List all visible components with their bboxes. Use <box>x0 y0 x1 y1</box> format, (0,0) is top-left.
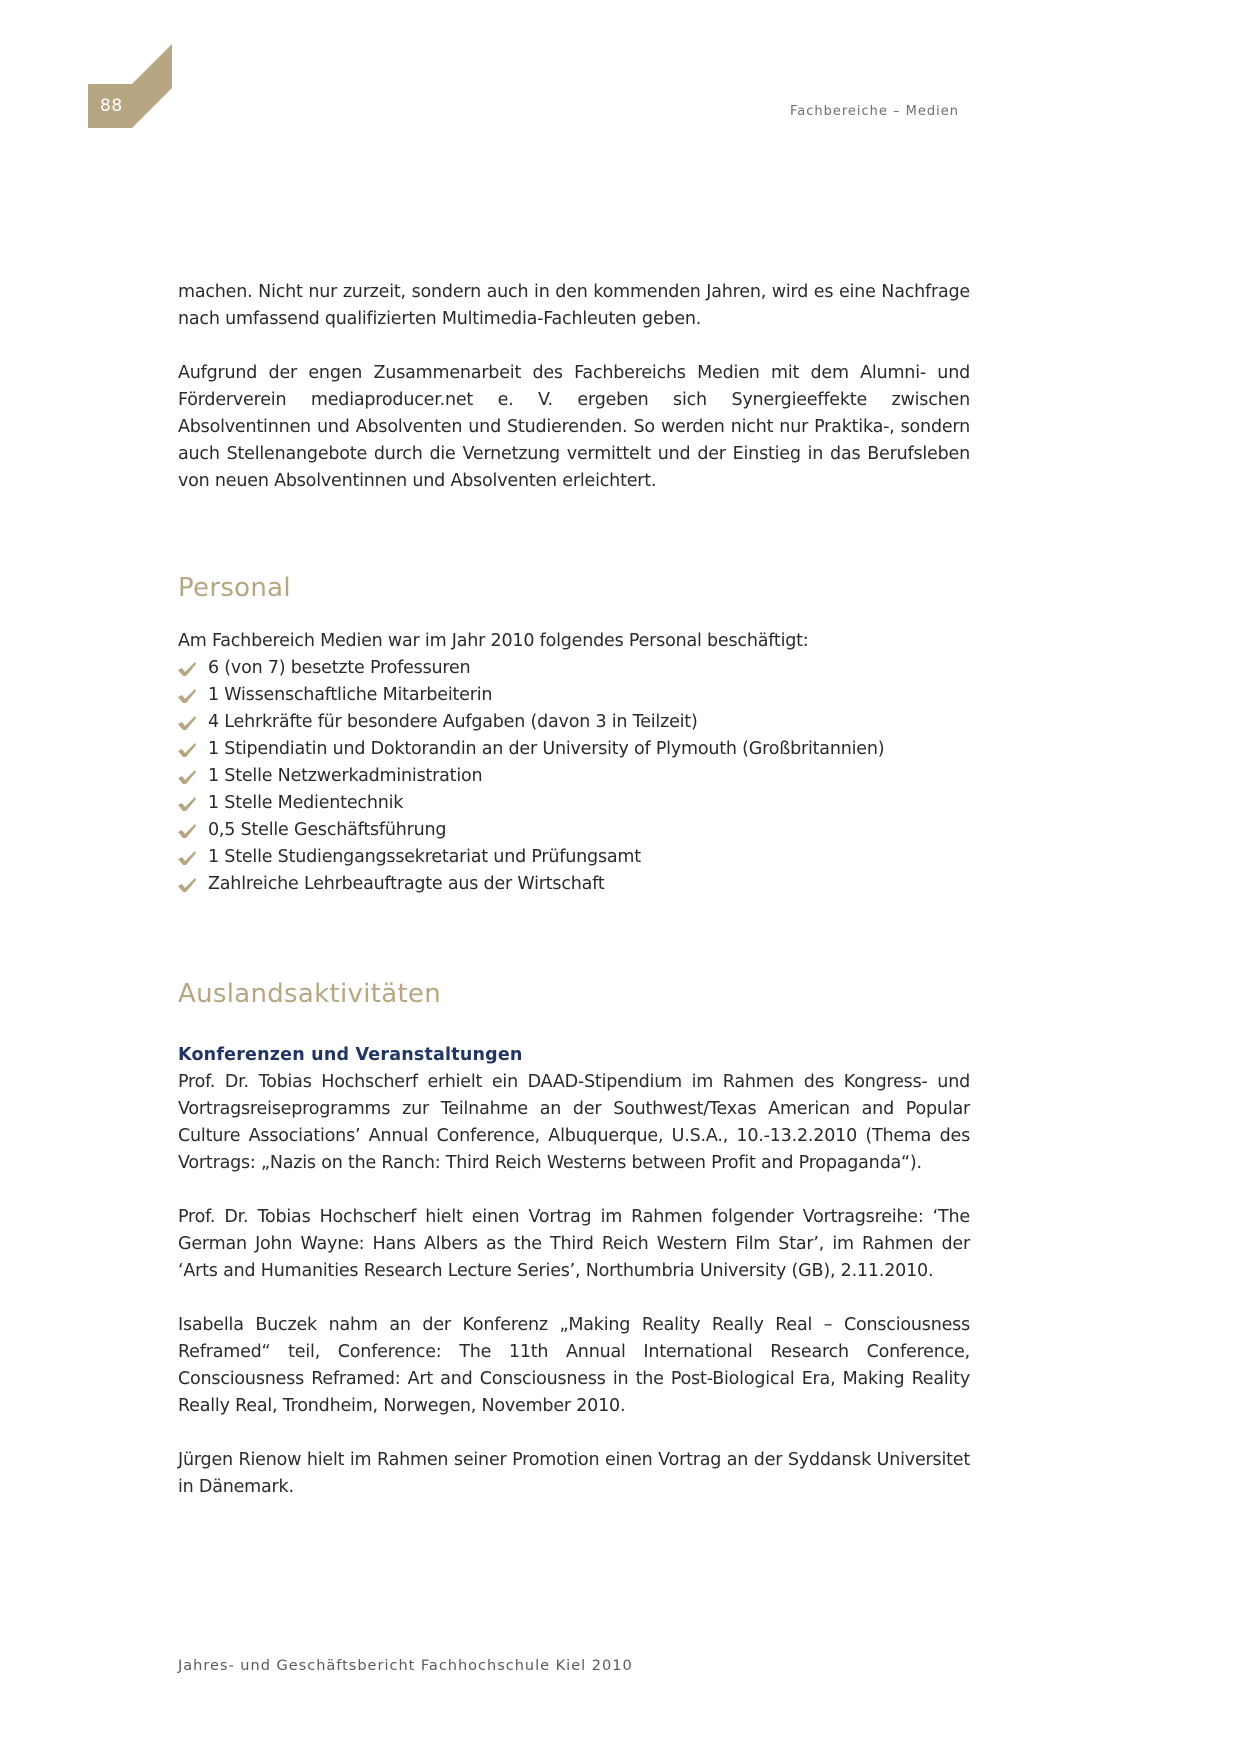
section-heading-personal: Personal <box>178 573 291 603</box>
page-footer: Jahres- und Geschäftsbericht Fachhochschule Kiel 2010 <box>178 1658 633 1674</box>
staff-list-item-label: 1 Stelle Medientechnik <box>208 793 404 813</box>
page-number: 88 <box>100 96 123 116</box>
staff-list-item-label: 0,5 Stelle Geschäftsführung <box>208 820 447 840</box>
body-paragraph: machen. Nicht nur zurzeit, sondern auch in den kommenden Jahren, wird es eine Nachfrage nach umfassend qualifizierten Multimedia-Fachleuten geben. <box>178 282 970 329</box>
check-icon <box>178 743 196 757</box>
staff-list-item <box>178 736 970 763</box>
check-icon <box>178 797 196 811</box>
staff-list-item <box>178 709 970 736</box>
staff-list-item-label: 1 Wissenschaftliche Mitarbeiterin <box>208 685 493 705</box>
staff-list-item <box>178 844 970 871</box>
check-icon <box>178 878 196 892</box>
running-header: Fachbereiche – Medien <box>789 104 959 119</box>
staff-list-item-label: 1 Stelle Netzwerkadministration <box>208 766 483 786</box>
staff-list <box>178 655 970 898</box>
section-heading-auslandsaktivitaeten: Auslandsaktivitäten <box>178 979 442 1009</box>
staff-list-item <box>178 682 970 709</box>
main-content <box>178 279 970 1501</box>
staff-list-item <box>178 790 970 817</box>
check-icon <box>178 716 196 730</box>
staff-list-item <box>178 655 970 682</box>
subheading-konferenzen: Konferenzen und Veranstaltungen <box>178 1045 523 1065</box>
staff-list-item <box>178 763 970 790</box>
body-paragraph: Isabella Buczek nahm an der Konferenz „Making Reality Really Real – Consciousness Reframed“ teil, Conference: The 11th Annual International Research Conference, Consciousness Reframed: Art and Consciousness in the Post-Biological Era, Making Reality Really Real, Trondheim, Norwegen, November 2010. <box>178 1315 970 1416</box>
staff-list-item-label: 1 Stelle Studiengangssekretariat und Prüfungsamt <box>208 847 641 867</box>
check-icon <box>178 689 196 703</box>
staff-list-item-label: 4 Lehrkräfte für besondere Aufgaben (davon 3 in Teilzeit) <box>208 712 698 732</box>
body-paragraph: Aufgrund der engen Zusammenarbeit des Fachbereichs Medien mit dem Alumni- und Förderverein mediaproducer.net e. V. ergeben sich Synergieeffekte zwischen Absolventinnen und Absolventen und Studierenden. So werden nicht nur Praktika-, sondern auch Stellenangebote durch die Vernetzung vermittelt und der Einstieg in das Berufsleben von neuen Absolventinnen und Absolventen erleichtert. <box>178 363 970 491</box>
body-paragraph: Prof. Dr. Tobias Hochscherf hielt einen Vortrag im Rahmen folgender Vortragsreihe: ‘The German John Wayne: Hans Albers as the Third Reich Western Film Star’, im Rahmen der ‘Arts and Humanities Research Lecture Series’, Northumbria University (GB), 2.11.2010. <box>178 1207 970 1281</box>
check-icon <box>178 662 196 676</box>
check-icon <box>178 770 196 784</box>
staff-list-item-label: 6 (von 7) besetzte Professuren <box>208 658 471 678</box>
check-icon <box>178 824 196 838</box>
staff-list-item-label: Zahlreiche Lehrbeauftragte aus der Wirtschaft <box>208 874 605 894</box>
personal-intro: Am Fachbereich Medien war im Jahr 2010 folgendes Personal beschäftigt: <box>178 631 809 651</box>
check-icon <box>178 851 196 865</box>
body-paragraph: Prof. Dr. Tobias Hochscherf erhielt ein DAAD-Stipendium im Rahmen des Kongress- und Vortragsreiseprogramms zur Teilnahme an der Southwest/Texas American and Popular Culture Associations’ Annual Conference, Albuquerque, U.S.A., 10.-13.2.2010 (Thema des Vortrags: „Nazis on the Ranch: Third Reich Westerns between Profit and Propaganda“). <box>178 1072 970 1173</box>
body-paragraph: Jürgen Rienow hielt im Rahmen seiner Promotion einen Vortrag an der Syddansk Universitet in Dänemark. <box>178 1450 970 1497</box>
staff-list-item-label: 1 Stipendiatin und Doktorandin an der University of Plymouth (Großbritannien) <box>208 739 885 759</box>
staff-list-item <box>178 817 970 844</box>
staff-list-item <box>178 871 970 898</box>
